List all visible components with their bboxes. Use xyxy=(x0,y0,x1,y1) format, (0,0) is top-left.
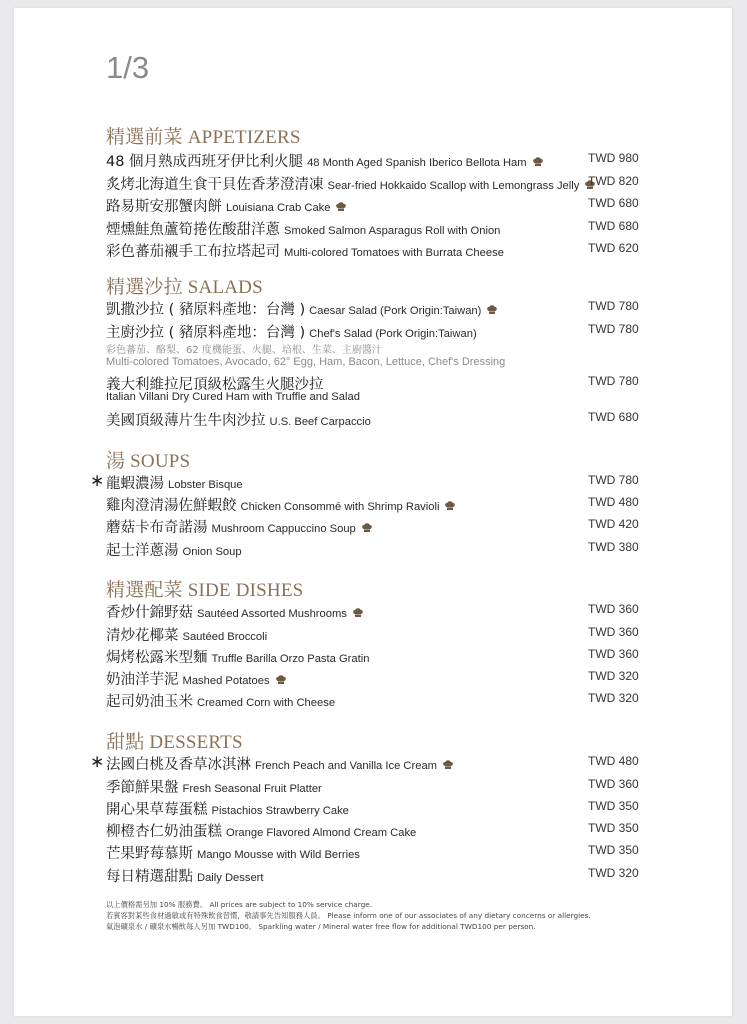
item-price: TWD 360 xyxy=(588,602,639,616)
item-name-zh: 季節鮮果盤 xyxy=(106,780,179,796)
footer-note: 以上價格需另加 10% 服務費。 All prices are subject to 10% service charge. xyxy=(106,900,373,909)
chef-hat-icon xyxy=(442,755,454,766)
item-name-zh: 奶油洋芋泥 xyxy=(106,672,179,688)
item-name-en: Chicken Consommé with Shrimp Ravioli xyxy=(240,501,440,513)
item-name-en: Sautéed Assorted Mushrooms xyxy=(197,608,347,620)
chef-hat-icon xyxy=(361,518,373,529)
item-price: TWD 680 xyxy=(588,219,639,233)
item-name-en: Caesar Salad (Pork Origin:Taiwan) xyxy=(309,305,482,317)
page-number: 1/3 xyxy=(106,50,150,85)
item-name-zh: 清炒花椰菜 xyxy=(106,628,179,644)
item-name-en: Chef's Salad (Pork Origin:Taiwan) xyxy=(309,328,477,340)
item-name-zh: 起司奶油玉米 xyxy=(106,694,193,710)
menu-item xyxy=(106,516,637,536)
footer-note: 氣泡礦泉水 / 礦泉水暢飲每人另加 TWD100。 Sparkling water / Mineral water free flow for additional TWD100 per person. xyxy=(106,922,536,931)
menu-item xyxy=(106,539,637,559)
item-name-en: French Peach and Vanilla Ice Cream xyxy=(255,760,437,772)
item-name-zh: 芒果野莓慕斯 xyxy=(106,846,193,862)
footer-note: 若賓客對某些食材過敏或有特殊飲食習慣，敬請事先告知服務人員。 Please inform one of our associates of any dietary concerns or allergies. xyxy=(106,911,591,920)
item-price: TWD 820 xyxy=(588,174,639,188)
item-price: TWD 980 xyxy=(588,151,639,165)
item-name-zh: 彩色蕃茄襯手工布拉塔起司 xyxy=(106,244,280,260)
item-name-en: Mashed Potatoes xyxy=(182,675,270,687)
item-price: TWD 780 xyxy=(588,322,639,336)
item-name-zh: 主廚沙拉 ( 豬原料產地：台灣 ) xyxy=(106,325,306,341)
item-price: TWD 360 xyxy=(588,777,639,791)
section-title-desserts: 甜點 DESSERTS xyxy=(106,732,243,753)
item-name-en: Pistachios Strawberry Cake xyxy=(211,805,349,817)
menu-item xyxy=(106,690,637,710)
item-name-en: Onion Soup xyxy=(182,546,242,558)
chef-hat-icon xyxy=(486,300,498,311)
item-name-zh: 煙燻鮭魚蘆筍捲佐酸甜洋蔥 xyxy=(106,222,280,238)
item-price: TWD 780 xyxy=(588,374,639,388)
item-name-zh: 炙烤北海道生食干貝佐香茅澄清凍 xyxy=(106,177,324,193)
item-price: TWD 680 xyxy=(588,196,639,210)
item-name-zh: 柳橙杏仁奶油蛋糕 xyxy=(106,824,222,840)
menu-item xyxy=(106,776,637,796)
item-name-en: U.S. Beef Carpaccio xyxy=(269,416,371,428)
item-price: TWD 780 xyxy=(588,299,639,313)
item-price: TWD 320 xyxy=(588,691,639,705)
menu-item xyxy=(106,321,637,341)
menu-item xyxy=(106,472,637,492)
item-name-zh: 義大利維拉尼頂級松露生火腿沙拉 xyxy=(106,377,324,393)
menu-item xyxy=(106,820,637,840)
item-price: TWD 360 xyxy=(588,647,639,661)
menu-item xyxy=(106,624,637,644)
item-price: TWD 350 xyxy=(588,799,639,813)
item-name-zh: 路易斯安那蟹肉餅 xyxy=(106,199,222,215)
item-price: TWD 350 xyxy=(588,843,639,857)
item-price: TWD 350 xyxy=(588,821,639,835)
item-price: TWD 680 xyxy=(588,410,639,424)
item-name-zh: 每日精選甜點 xyxy=(106,869,193,885)
item-price: TWD 320 xyxy=(588,669,639,683)
section-title-sides: 精選配菜 SIDE DISHES xyxy=(106,580,304,601)
item-name-en: Multi-colored Tomatoes with Burrata Cheese xyxy=(284,247,504,259)
item-name-en: Lobster Bisque xyxy=(168,479,243,491)
item-description-en: Multi-colored Tomatoes, Avocado, 62° Egg, Ham, Bacon, Lettuce, Chef's Dressing xyxy=(106,356,506,368)
menu-item xyxy=(106,298,637,318)
item-name-zh: 起士洋蔥湯 xyxy=(106,543,179,559)
recommended-star-icon: ∗ xyxy=(90,471,105,491)
recommended-star-icon: ∗ xyxy=(90,752,105,772)
item-price: TWD 780 xyxy=(588,473,639,487)
menu-item xyxy=(106,753,637,773)
item-name-en: Sautéed Broccoli xyxy=(182,631,268,643)
menu-item xyxy=(106,373,639,403)
item-price: TWD 360 xyxy=(588,625,639,639)
menu-item xyxy=(106,798,637,818)
item-name-zh: 蘑菇卡布奇諾湯 xyxy=(106,520,208,536)
item-price: TWD 320 xyxy=(588,866,639,880)
menu-item xyxy=(106,195,637,215)
item-name-zh: 龍蝦濃湯 xyxy=(106,476,164,492)
item-price: TWD 380 xyxy=(588,540,639,554)
menu-item xyxy=(106,494,637,514)
menu-item xyxy=(106,240,637,260)
item-price: TWD 480 xyxy=(588,754,639,768)
item-name-en: Louisiana Crab Cake xyxy=(226,202,331,214)
menu-item xyxy=(106,150,637,170)
menu-item xyxy=(106,842,637,862)
item-name-zh: 美國頂級薄片生牛肉沙拉 xyxy=(106,413,266,429)
chef-hat-icon xyxy=(444,496,456,507)
section-title-salads: 精選沙拉 SALADS xyxy=(106,277,263,298)
item-name-en: Creamed Corn with Cheese xyxy=(197,697,336,709)
item-name-en: Italian Villani Dry Cured Ham with Truffle and Salad xyxy=(106,391,360,403)
section-title-soups: 湯 SOUPS xyxy=(106,451,191,472)
item-price: TWD 420 xyxy=(588,517,639,531)
item-name-en: Orange Flavored Almond Cream Cake xyxy=(226,827,417,839)
item-name-zh: 凱撒沙拉 ( 豬原料產地：台灣 ) xyxy=(106,302,306,318)
item-name-en: Daily Dessert xyxy=(197,872,264,884)
item-name-zh: 開心果草莓蛋糕 xyxy=(106,802,208,818)
menu-item xyxy=(106,646,637,666)
menu-item xyxy=(106,865,637,885)
item-name-en: Truffle Barilla Orzo Pasta Gratin xyxy=(211,653,370,665)
item-name-zh: 香炒什錦野菇 xyxy=(106,605,193,621)
item-name-en: Smoked Salmon Asparagus Roll with Onion xyxy=(284,225,501,237)
chef-hat-icon xyxy=(532,152,544,163)
chef-hat-icon xyxy=(275,670,287,681)
item-description-zh: 彩色蕃茄、酪梨、62 度機能蛋、火腿、培根、生菜、主廚醬汁 xyxy=(106,345,382,356)
item-name-en: Mushroom Cappuccino Soup xyxy=(211,523,356,535)
menu-item xyxy=(106,601,637,621)
chef-hat-icon xyxy=(352,603,364,614)
menu-item xyxy=(106,409,637,429)
item-name-en: 48 Month Aged Spanish Iberico Bellota Ham xyxy=(307,157,527,169)
item-name-en: Mango Mousse with Wild Berries xyxy=(197,849,360,861)
item-name-zh: 法國白桃及香草冰淇淋 xyxy=(106,757,251,773)
menu-item xyxy=(106,218,637,238)
item-name-zh: 雞肉澄清湯佐鮮蝦餃 xyxy=(106,498,237,514)
item-name-zh: 焗烤松露米型麵 xyxy=(106,650,208,666)
item-name-zh: 48 個月熟成西班牙伊比利火腿 xyxy=(106,154,304,170)
chef-hat-icon xyxy=(335,197,347,208)
menu-item xyxy=(106,668,637,688)
section-title-appetizers: 精選前菜 APPETIZERS xyxy=(106,127,301,148)
menu-item xyxy=(106,173,637,193)
item-price: TWD 620 xyxy=(588,241,639,255)
item-name-en: Fresh Seasonal Fruit Platter xyxy=(182,783,322,795)
item-price: TWD 480 xyxy=(588,495,639,509)
item-name-en: Sear-fried Hokkaido Scallop with Lemongrass Jelly xyxy=(327,180,580,192)
